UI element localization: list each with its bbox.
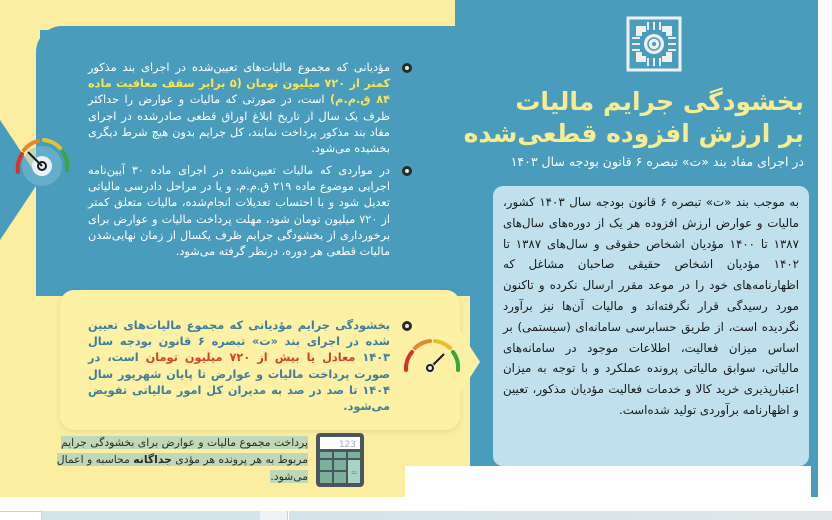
tax-organization-logo-icon bbox=[626, 16, 682, 72]
bullet-item-3: بخشودگی جرایم مؤدیانی که مجموع مالیات‌های تعیین شده در اجرای بند «ت» تبصره ۶ قانون بودجه سال ۱۴۰۳ معادل یا بیش از ۷۲۰ میلیون تومان است، در صورت پرداخت مالیات و عوارض تا پایان شهریور سال ۱۴۰۴ تا صد در صد به مدیران کل امور مالیاتی تفویض می‌شود. bbox=[88, 318, 390, 415]
calculation-note: پرداخت مجموع مالیات و عوارض برای بخشودگی جرایم مربوط به هر پرونده هر مؤدی جداگانه محاسبه و اعمال می‌شود. bbox=[56, 436, 308, 483]
title-line-1: بخشودگی جرایم مالیات bbox=[515, 87, 804, 116]
bottom-strip-segment bbox=[0, 511, 42, 520]
blank-area bbox=[405, 466, 811, 497]
info-box bbox=[493, 186, 809, 466]
gauge-icon bbox=[8, 130, 76, 188]
bullet-dot-icon bbox=[402, 166, 412, 176]
bullet-dot-icon bbox=[402, 63, 412, 73]
bottom-strip-segment bbox=[289, 511, 832, 520]
bold-text: جداگانه bbox=[133, 453, 172, 466]
page-subtitle: در اجرای مفاد بند «ت» تبصره ۶ قانون بودجه سال ۱۴۰۳ bbox=[510, 154, 804, 169]
svg-text:=: = bbox=[350, 468, 358, 477]
bullet-item-2: در مواردی که مالیات تعیین‌شده در اجرای ماده ۳۰ آیین‌نامه اجرایی موضوع ماده ۲۱۹ ق.م.م. و یا در مراحل دادرسی مالیاتی تعدیل شود و با احتساب تعدیلات انجام‌شده، مالیات متعلق کمتر از ۷۲۰ میلیون تومان شود، مهلت پرداخت مالیات و عوارض برای برخورداری از بخشودگی جرایم ظرف یکسال از زمان نهایی‌شدن مالیات قطعی هر دوره، درنظر گرفته می‌شود. bbox=[88, 163, 390, 260]
calculator-display: 123 bbox=[338, 440, 356, 450]
info-box-text: به موجب بند «ت» تبصره ۶ قانون بودجه سال ۱۴۰۳ کشور، مالیات و عوارض ارزش افزوده هر یک از دوره‌های سال‌های ۱۳۸۷ تا ۱۴۰۰ مؤدیان اشخاص حقوقی و سال‌های ۱۳۸۷ تا ۱۴۰۲ مؤدیان اشخاص حقیقی صاحبان مشاغل که اظهارنامه‌های خود را در موعد مقرر ارسال نکرده و تاکنون مورد رسیدگی قرار نگرفته‌اند و مالیات آن‌ها نیز برآورد نگردیده است، از طریق حسابرسی سامانه‌ای (سیستمی) بر اساس میزان فعالیت، اطلاعات موجود در سامانه‌های مالیاتی، سوابق مالیاتی پرونده عملکرد و با توجه به میزان اعتبارپذیری خرید کالا و خدمات فعالیت مؤدیان مذکور، تعیین و اظهارنامه برآوردی تولید شده‌است. bbox=[503, 195, 799, 417]
title-line-2: بر ارزش افزوده قطعی‌شده bbox=[463, 119, 804, 148]
highlight-text: معادل یا بیش از ۷۲۰ میلیون تومان bbox=[145, 351, 356, 365]
bullet-item-1: مؤدیانی که مجموع مالیات‌های تعیین‌شده در اجرای بند مذکور کمتر از ۷۲۰ میلیون تومان (۵ برابر سقف معافیت ماده ۸۴ ق.م.م) است، در صورتی که مالیات و عوارض را حداکثر ظرف یک سال از تاریخ ابلاغ اوراق قطعی صادرشده در اجرای مفاد بند مذکور پرداخت نمایند، کل جرایم بدون هیچ شرط دیگری بخشیده می‌شود. bbox=[88, 60, 390, 157]
bottom-strip-segment bbox=[42, 511, 260, 520]
bottom-strip-segment bbox=[260, 511, 288, 520]
bullet-dot-icon bbox=[402, 321, 412, 331]
highlight-text: کمتر از ۷۲۰ میلیون تومان (۵ برابر سقف معافیت ماده ۸۴ ق.م.م) bbox=[88, 77, 391, 107]
gauge-icon bbox=[400, 332, 464, 380]
calculator-icon bbox=[316, 433, 364, 487]
page-title bbox=[444, 86, 804, 150]
